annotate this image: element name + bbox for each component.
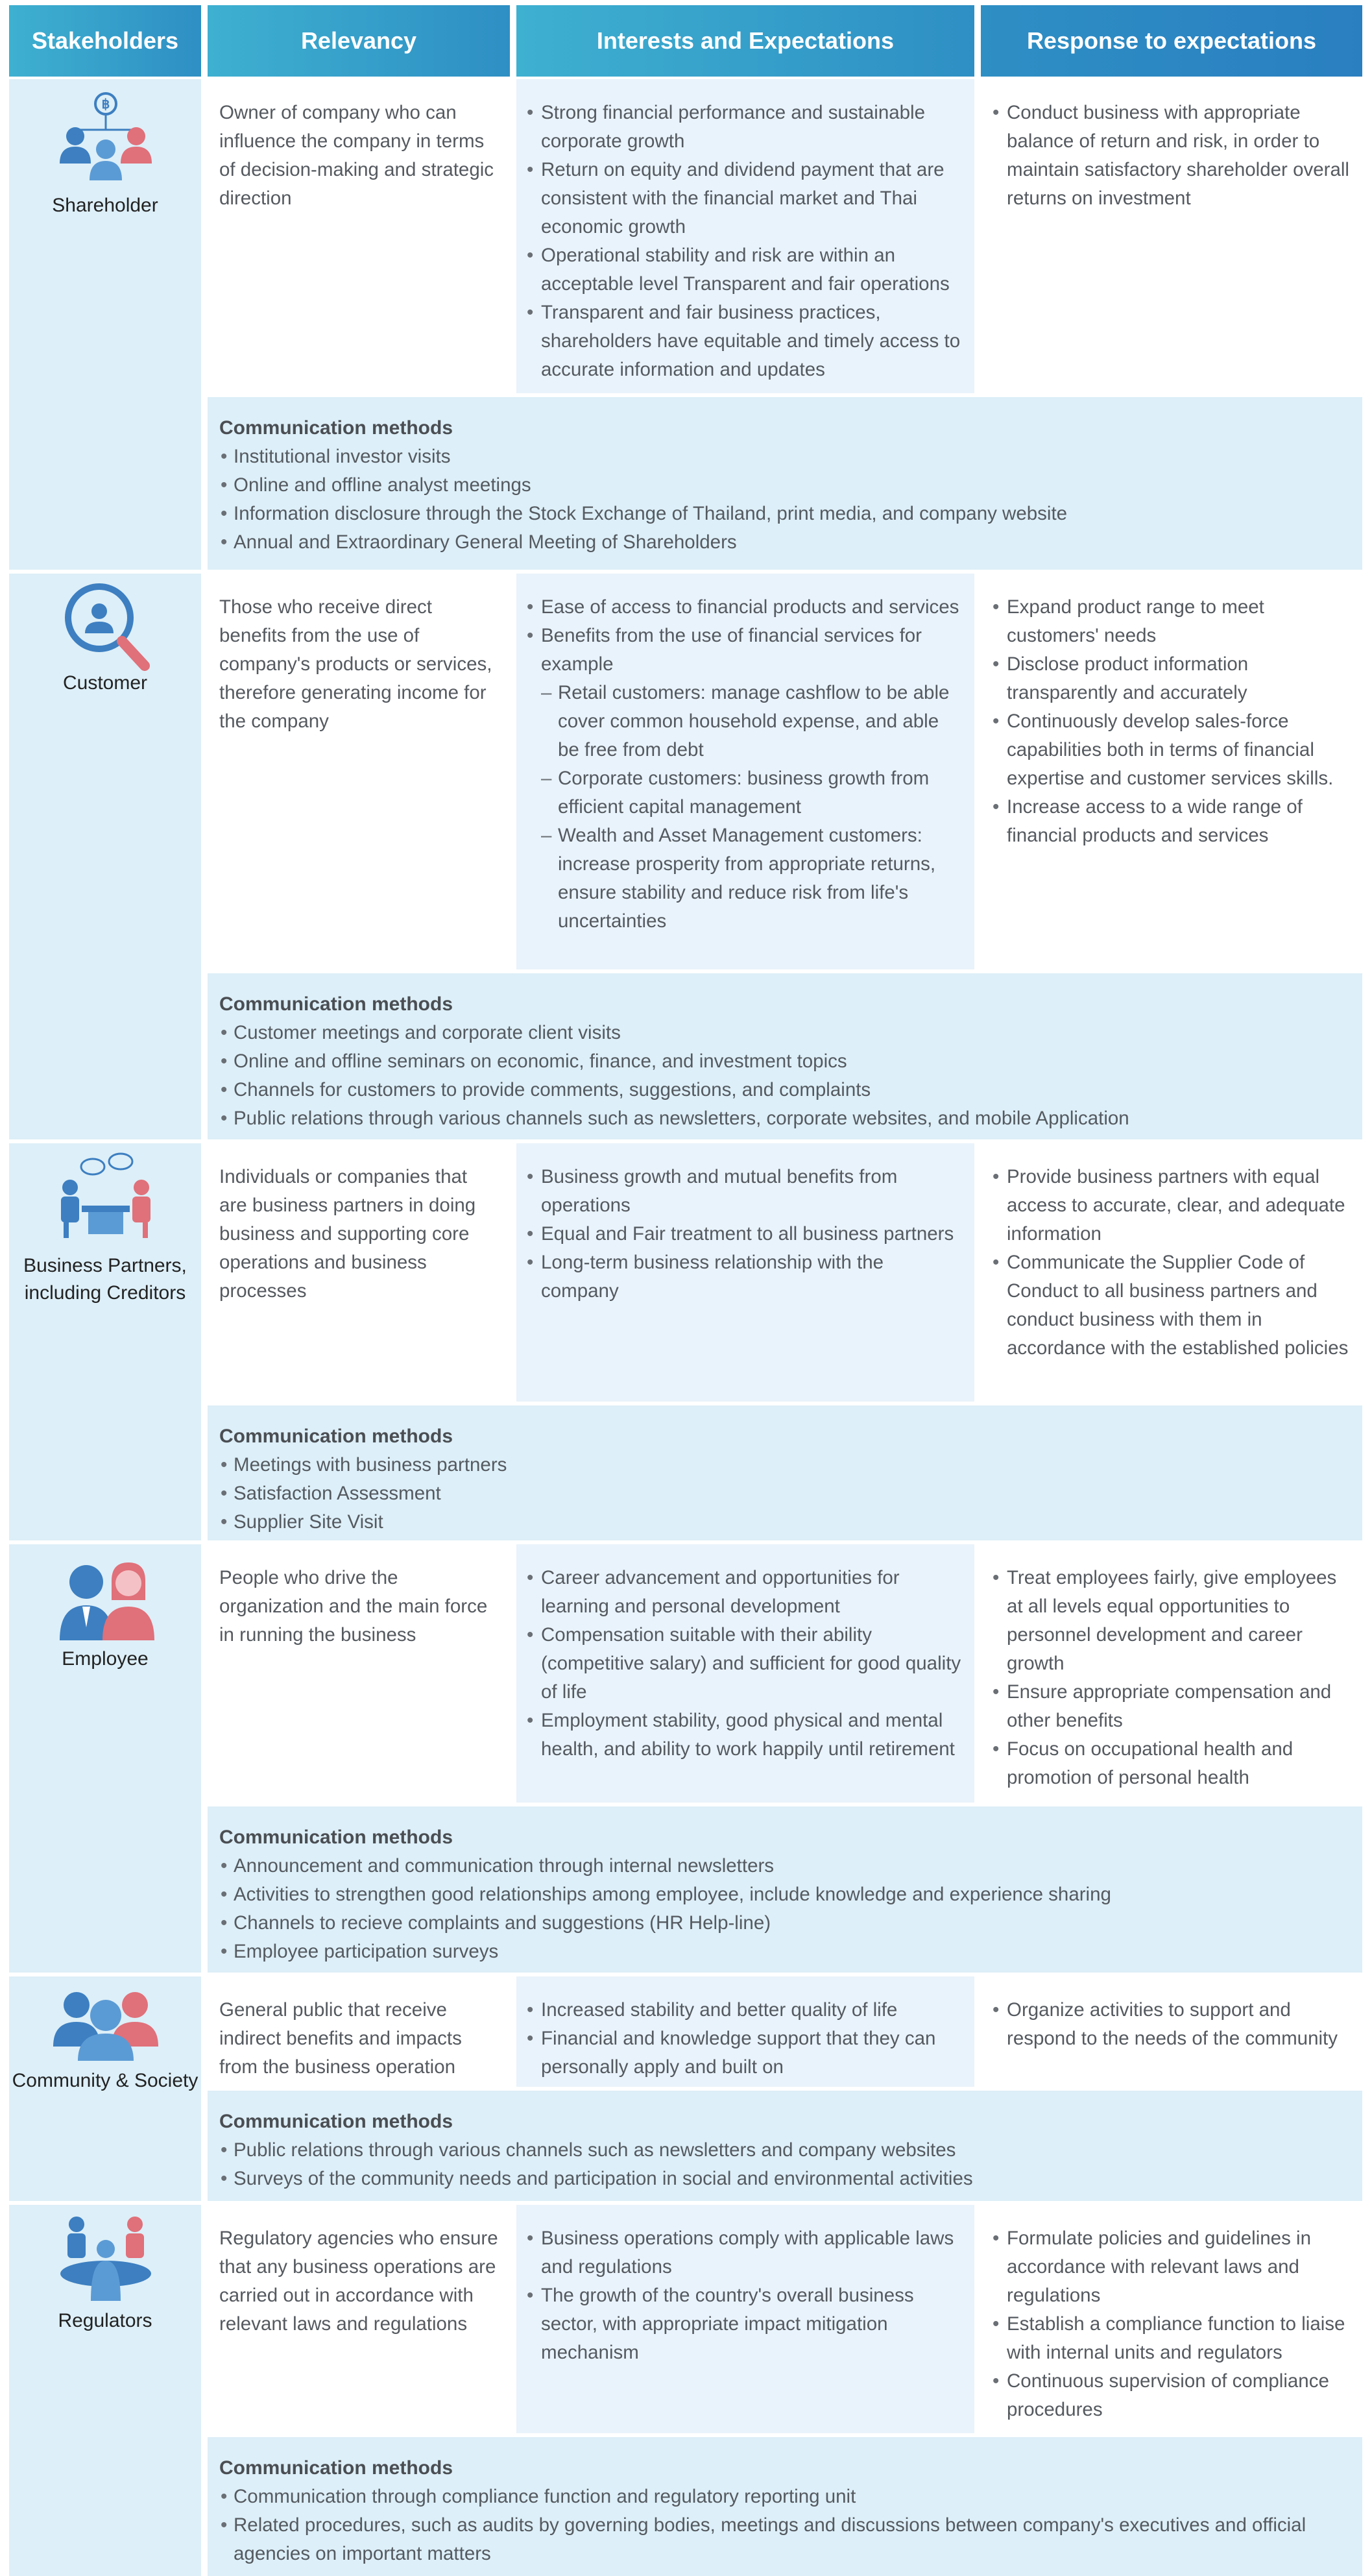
response-item: • Establish a compliance function to liaise with internal units and regulators: [991, 2310, 1351, 2367]
interest-item: • Financial and knowledge support that they can personally apply and built on: [525, 2024, 963, 2082]
shareholder-group-icon: [51, 84, 161, 182]
relevancy-text: Owner of company who can influence the company in terms of decision-making and strategic direction: [219, 102, 494, 209]
relevancy-text: Regulatory agencies who ensure that any business operations are carried out in accordance with relevant laws and regulations: [219, 2228, 498, 2335]
response-cell: [981, 1143, 1362, 1402]
interest-subitem: – Corporate customers: business growth from efficient capital management: [525, 764, 963, 821]
communication-title: Communication methods: [219, 1426, 453, 1447]
interests-cell: [516, 1544, 974, 1803]
employees-icon: [51, 1549, 161, 1647]
response-item: • Continuous supervision of compliance procedures: [991, 2367, 1351, 2424]
response-item: • Ensure appropriate compensation and other benefits: [991, 1678, 1351, 1735]
header-response: Response to expectations: [981, 5, 1362, 77]
communication-title: Communication methods: [219, 2111, 453, 2132]
relevancy-cell: [208, 2205, 510, 2433]
response-item: • Treat employees fairly, give employees at all levels equal opportunities to personnel development and career growth: [991, 1564, 1351, 1678]
relevancy-text: Individuals or companies that are business partners in doing business and supporting core operations and business processes: [219, 1166, 476, 1302]
communication-item: • Surveys of the community needs and participation in social and environmental activities: [219, 2165, 1351, 2193]
stakeholder-label: Community & Society: [12, 2070, 199, 2091]
response-cell: [981, 1544, 1362, 1803]
interest-item: • Compensation suitable with their ability (competitive salary) and sufficient for good quality of life: [525, 1621, 963, 1707]
communication-title: Communication methods: [219, 1827, 453, 1848]
communication-item: • Employee participation surveys: [219, 1938, 1351, 1966]
communication-title: Communication methods: [219, 2457, 453, 2479]
response-item: • Increase access to a wide range of financial products and services: [991, 793, 1351, 850]
communication-cell: [208, 1405, 1362, 1540]
communication-item: • Institutional investor visits: [219, 443, 1351, 471]
communication-item: • Channels for customers to provide comments, suggestions, and complaints: [219, 1076, 1351, 1104]
response-cell: [981, 2205, 1362, 2433]
response-item: • Conduct business with appropriate balance of return and risk, in order to maintain satisfactory shareholder overall returns on investment: [991, 99, 1351, 213]
interest-item: • Operational stability and risk are within an acceptable level Transparent and fair operations: [525, 241, 963, 298]
communication-item: • Supplier Site Visit: [219, 1508, 1351, 1537]
interest-item: • Equal and Fair treatment to all business partners: [525, 1220, 963, 1248]
interest-item: • Long-term business relationship with the company: [525, 1248, 963, 1306]
response-cell: [981, 79, 1362, 393]
interest-item: • Increased stability and better quality of life: [525, 1996, 963, 2024]
communication-item: • Online and offline seminars on economic, finance, and investment topics: [219, 1047, 1351, 1076]
relevancy-cell: [208, 1544, 510, 1803]
communication-item: • Meetings with business partners: [219, 1451, 1351, 1479]
interest-item: • Employment stability, good physical and mental health, and ability to work happily until retirement: [525, 1707, 963, 1764]
header-interests: Interests and Expectations: [516, 5, 974, 77]
communication-cell: [208, 1806, 1362, 1973]
interest-item: • Transparent and fair business practices, shareholders have equitable and timely access to accurate information and updates: [525, 298, 963, 384]
interest-item: • Business operations comply with applicable laws and regulations: [525, 2224, 963, 2281]
interest-item: • Career advancement and opportunities for learning and personal development: [525, 1564, 963, 1621]
stakeholder-label: Business Partners, including Creditors: [23, 1255, 187, 1304]
communication-cell: [208, 2091, 1362, 2201]
stakeholder-label: Employee: [62, 1648, 149, 1670]
stakeholder-label: Customer: [62, 672, 148, 694]
communication-cell: [208, 973, 1362, 1139]
interests-cell: [516, 1976, 974, 2087]
communication-item: • Activities to strengthen good relationships among employee, include knowledge and experience sharing: [219, 1880, 1351, 1909]
communication-cell: [208, 2437, 1362, 2576]
interest-item: • Business growth and mutual benefits from operations: [525, 1163, 963, 1220]
relevancy-text: Those who receive direct benefits from the use of company's products or services, therefore generating income for the company: [219, 596, 492, 732]
communication-item: • Public relations through various channels such as newsletters, corporate websites, and mobile Application: [219, 1104, 1351, 1133]
interest-item: • The growth of the country's overall business sector, with appropriate impact mitigation mechanism: [525, 2281, 963, 2367]
relevancy-text: People who drive the organization and the main force in running the business: [219, 1567, 488, 1646]
interests-cell: [516, 1143, 974, 1402]
communication-item: • Online and offline analyst meetings: [219, 471, 1351, 500]
communication-item: • Customer meetings and corporate client visits: [219, 1019, 1351, 1047]
interest-subitem: – Wealth and Asset Management customers: increase prosperity from appropriate returns, ensure stability and reduce risk from life's uncertainties: [525, 821, 963, 936]
communication-cell: [208, 397, 1362, 570]
response-item: • Organize activities to support and respond to the needs of the community: [991, 1996, 1351, 2053]
header-stakeholders: Stakeholders: [9, 5, 201, 77]
communication-item: • Channels to recieve complaints and suggestions (HR Help-line): [219, 1909, 1351, 1938]
response-cell: [981, 574, 1362, 969]
community-group-icon: [51, 1982, 161, 2079]
relevancy-cell: [208, 1976, 510, 2087]
communication-item: • Satisfaction Assessment: [219, 1479, 1351, 1508]
interests-cell: [516, 574, 974, 969]
communication-title: Communication methods: [219, 417, 453, 439]
response-item: • Provide business partners with equal access to accurate, clear, and adequate information: [991, 1163, 1351, 1248]
interest-subitem: – Retail customers: manage cashflow to be able cover common household expense, and able be free from debt: [525, 679, 963, 764]
interests-cell: [516, 2205, 974, 2433]
stakeholder-label: Regulators: [58, 2310, 152, 2331]
interest-item: • Strong financial performance and sustainable corporate growth: [525, 99, 963, 156]
regulators-icon: [51, 2210, 161, 2307]
response-item: • Formulate policies and guidelines in accordance with relevant laws and regulations: [991, 2224, 1351, 2310]
response-item: • Disclose product information transparently and accurately: [991, 650, 1351, 707]
relevancy-cell: [208, 1143, 510, 1402]
response-cell: [981, 1976, 1362, 2087]
relevancy-text: General public that receive indirect benefits and impacts from the business operation: [219, 1999, 462, 2078]
stakeholder-label: Shareholder: [52, 195, 158, 216]
interests-cell: [516, 79, 974, 393]
communication-item: • Public relations through various channels such as newsletters and company websites: [219, 2136, 1351, 2165]
interest-item: • Benefits from the use of financial services for example: [525, 622, 963, 679]
response-item: • Focus on occupational health and promotion of personal health: [991, 1735, 1351, 1792]
svg-text:฿: ฿: [101, 97, 110, 112]
communication-item: • Communication through compliance function and regulatory reporting unit: [219, 2483, 1351, 2511]
communication-title: Communication methods: [219, 993, 453, 1015]
relevancy-cell: [208, 574, 510, 969]
communication-item: • Related procedures, such as audits by governing bodies, meetings and discussions between company's executives and official agencies on important matters: [219, 2511, 1351, 2568]
response-item: • Communicate the Supplier Code of Conduct to all business partners and conduct business with them in accordance with the established policies: [991, 1248, 1351, 1363]
interest-item: • Ease of access to financial products and services: [525, 593, 963, 622]
magnifier-person-icon: [51, 579, 161, 676]
communication-item: • Information disclosure through the Stock Exchange of Thailand, print media, and company website: [219, 500, 1351, 528]
relevancy-cell: [208, 79, 510, 393]
business-meeting-icon: [51, 1148, 161, 1246]
interest-item: • Return on equity and dividend payment that are consistent with the financial market and Thai economic growth: [525, 156, 963, 241]
response-item: • Expand product range to meet customers' needs: [991, 593, 1351, 650]
header-relevancy: Relevancy: [208, 5, 510, 77]
communication-item: • Annual and Extraordinary General Meeting of Shareholders: [219, 528, 1351, 557]
communication-item: • Announcement and communication through internal newsletters: [219, 1852, 1351, 1880]
response-item: • Continuously develop sales-force capabilities both in terms of financial expertise and customer services skills.: [991, 707, 1351, 793]
